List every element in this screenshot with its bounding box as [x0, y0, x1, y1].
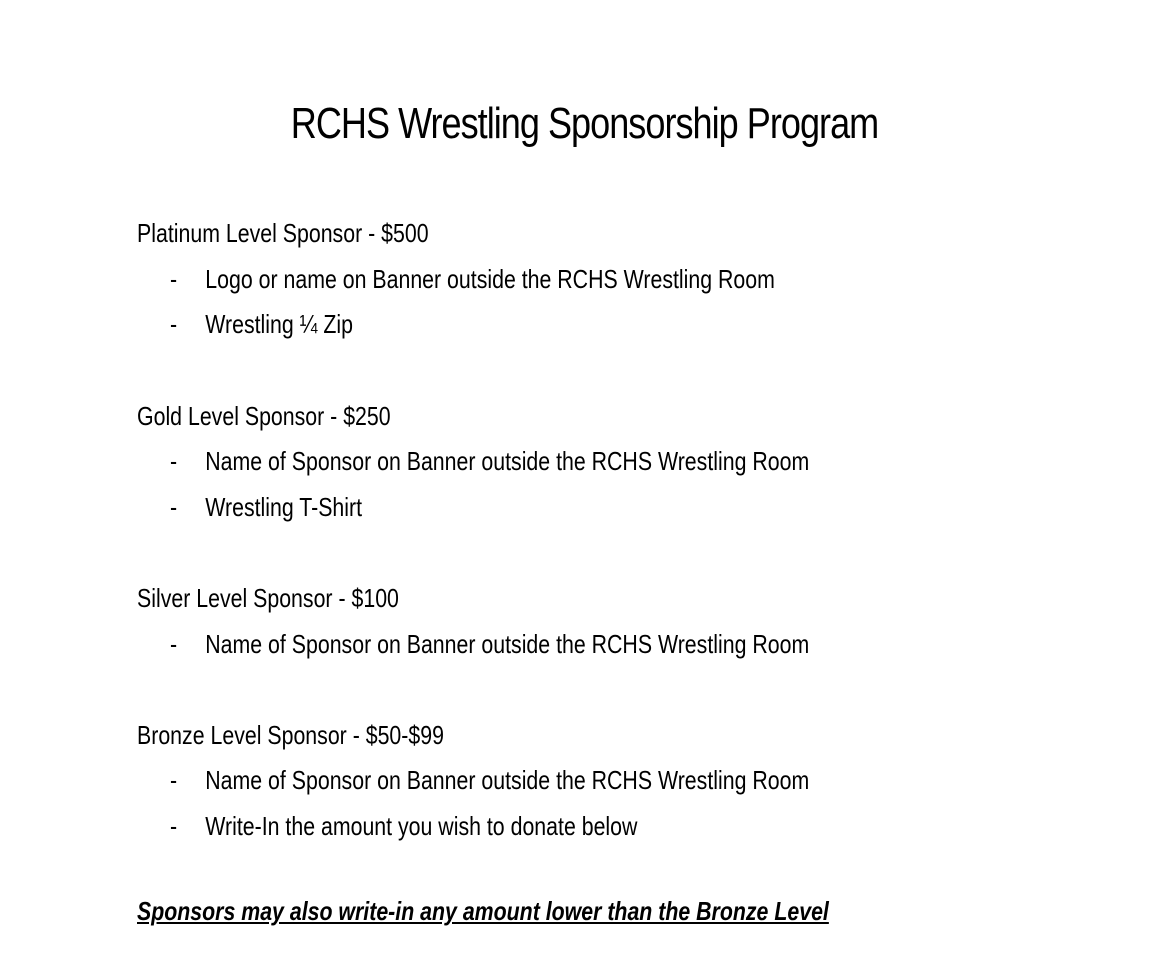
section-heading-silver: Silver Level Sponsor - $100 [137, 583, 399, 613]
benefit-text: Write-In the amount you wish to donate below [205, 811, 638, 841]
benefit-text: Wrestling ¼ Zip [205, 309, 353, 339]
benefit-text: Logo or name on Banner outside the RCHS Wrestling Room [205, 264, 775, 294]
benefit-item [170, 627, 809, 661]
benefit-item [170, 444, 809, 478]
benefit-item [170, 307, 353, 341]
benefit-text: Wrestling T-Shirt [205, 492, 363, 522]
bullet-dash: - [170, 446, 178, 476]
benefit-text: Name of Sponsor on Banner outside the RCHS Wrestling Room [205, 629, 810, 659]
page-title: RCHS Wrestling Sponsorship Program [290, 99, 879, 148]
benefit-item [170, 809, 637, 843]
bullet-dash: - [170, 264, 178, 294]
bullet-dash: - [170, 492, 178, 522]
bullet-dash: - [170, 629, 178, 659]
benefit-text: Name of Sponsor on Banner outside the RCHS Wrestling Room [205, 765, 810, 795]
benefit-item [170, 763, 809, 797]
section-heading-gold: Gold Level Sponsor - $250 [137, 401, 391, 431]
bullet-dash: - [170, 765, 178, 795]
benefit-item [170, 490, 362, 524]
section-heading-bronze: Bronze Level Sponsor - $50-$99 [137, 720, 444, 750]
footer-note: Sponsors may also write-in any amount lower than the Bronze Level [137, 896, 829, 926]
bullet-dash: - [170, 811, 178, 841]
benefit-text: Name of Sponsor on Banner outside the RCHS Wrestling Room [205, 446, 810, 476]
bullet-dash: - [170, 309, 178, 339]
section-heading-platinum: Platinum Level Sponsor - $500 [137, 218, 429, 248]
benefit-item [170, 262, 775, 296]
